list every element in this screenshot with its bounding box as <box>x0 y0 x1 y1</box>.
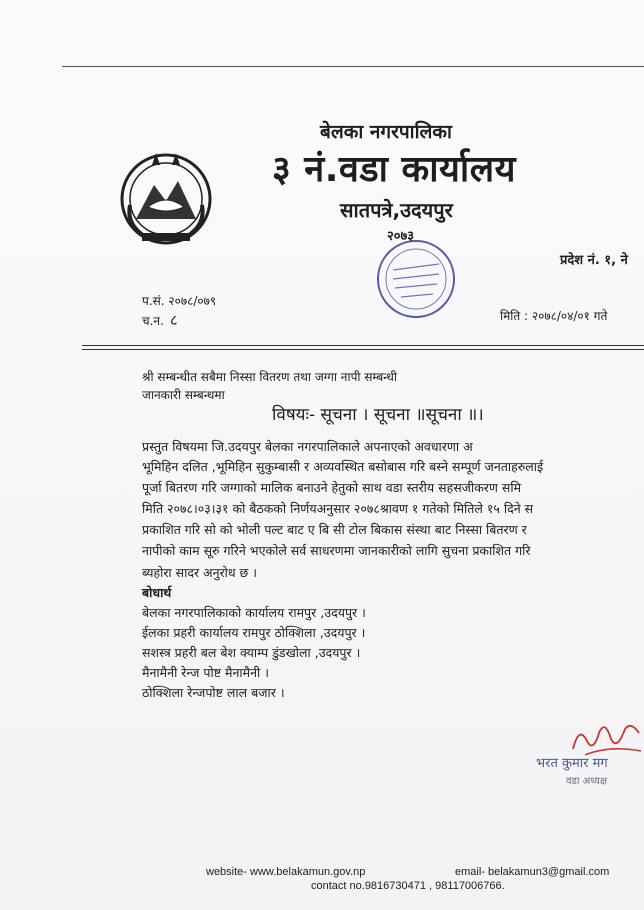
established-year: २०७३ <box>387 229 415 244</box>
org-name: बेलका नगरपालिका <box>320 121 452 143</box>
cc-item: बेलका नगरपालिकाको कार्यालय रामपुर ,उदयपुर । <box>142 605 366 620</box>
footer-website: website- www.belakamun.gov.np <box>206 866 366 878</box>
footer-contact: contact no.9816730471 , 98117006766. <box>311 880 505 892</box>
reference-number: प.सं. २०७८/०७९ <box>142 294 217 308</box>
cc-item: ईलका प्रहरी कार्यालय रामपुर ठोक्शिला ,उदयपुर । <box>142 625 366 640</box>
signatory-title: वडा अध्यक्ष <box>566 776 608 787</box>
office-address: सातपत्रे,उदयपुर <box>340 198 453 222</box>
body-line: भूमिहिन दलित ,भूमिहिन सुकुम्बासी र अव्यवस्थित बसोबास गरि बस्ने सम्पूर्ण जनताहरुलाई <box>142 459 544 474</box>
dispatch-label: च.न. <box>142 314 164 328</box>
dispatch-value: ८ <box>169 311 178 329</box>
cc-heading: बोधार्थ <box>142 585 172 600</box>
cc-item: सशस्त्र प्रहरी बल बेश क्याम्प डुंडखोला ,उदयपुर । <box>142 645 361 660</box>
body-line: पूर्जा बितरण गरि जग्गाको मालिक बनाउने हेतुको साथ वडा स्तरीय सहसजीकरण समि <box>142 480 522 495</box>
footer-email: email- belakamun3@gmail.com <box>455 866 610 878</box>
header-divider <box>82 345 644 346</box>
body-line: मिति २०७८।०३।३१ को बैठकको निर्णयअनुसार २०७८श्रावण १ गतेको मितिले १५ दिने स <box>142 501 534 516</box>
office-stamp-icon <box>375 238 457 320</box>
cc-item: ठोक्शिला रेन्जपोष्ट लाल बजार । <box>142 685 285 700</box>
header-divider-secondary <box>82 349 644 350</box>
body-line: प्रस्तुत विषयमा जि.उदयपुर बेलका नगरपालिकाले अपनाएको अवधारणा अ <box>142 439 473 454</box>
top-divider <box>62 66 644 67</box>
body-line: ब्यहोरा सादर अनुरोध छ । <box>142 565 258 580</box>
dispatch-number <box>142 310 178 330</box>
nepal-emblem-icon <box>116 145 216 245</box>
letter-date: मिति : २०७८/०४/०१ गते <box>500 309 608 323</box>
body-line: प्रकाशित गरि सो को भोली पल्ट बाट ए बि सी टोल बिकास संस्था बाट निस्सा बितरण र <box>142 522 527 537</box>
recipient-line-2: जानकारी सम्बन्धमा <box>142 388 225 402</box>
subject-line: विषयः- सूचना । सूचना ॥सूचना ॥। <box>272 405 484 425</box>
body-line: नापीको काम सूरु गरिने भएकोले सर्व साधरणमा जानकारीको लागि सुचना प्रकाशित गरि <box>142 543 531 558</box>
office-name: ३ नं.वडा कार्यालय <box>272 149 517 190</box>
recipient-line-1: श्री सम्बन्धीत सबैमा निस्सा वितरण तथा जग्गा नापी सम्बन्धी <box>142 370 397 384</box>
province-label: प्रदेश नं. १, ने <box>560 253 628 268</box>
signatory-name: भरत कुमार मग <box>536 756 608 771</box>
cc-item: मैनामैनी रेन्ज पोष्ट मैनामैनी । <box>142 665 269 680</box>
